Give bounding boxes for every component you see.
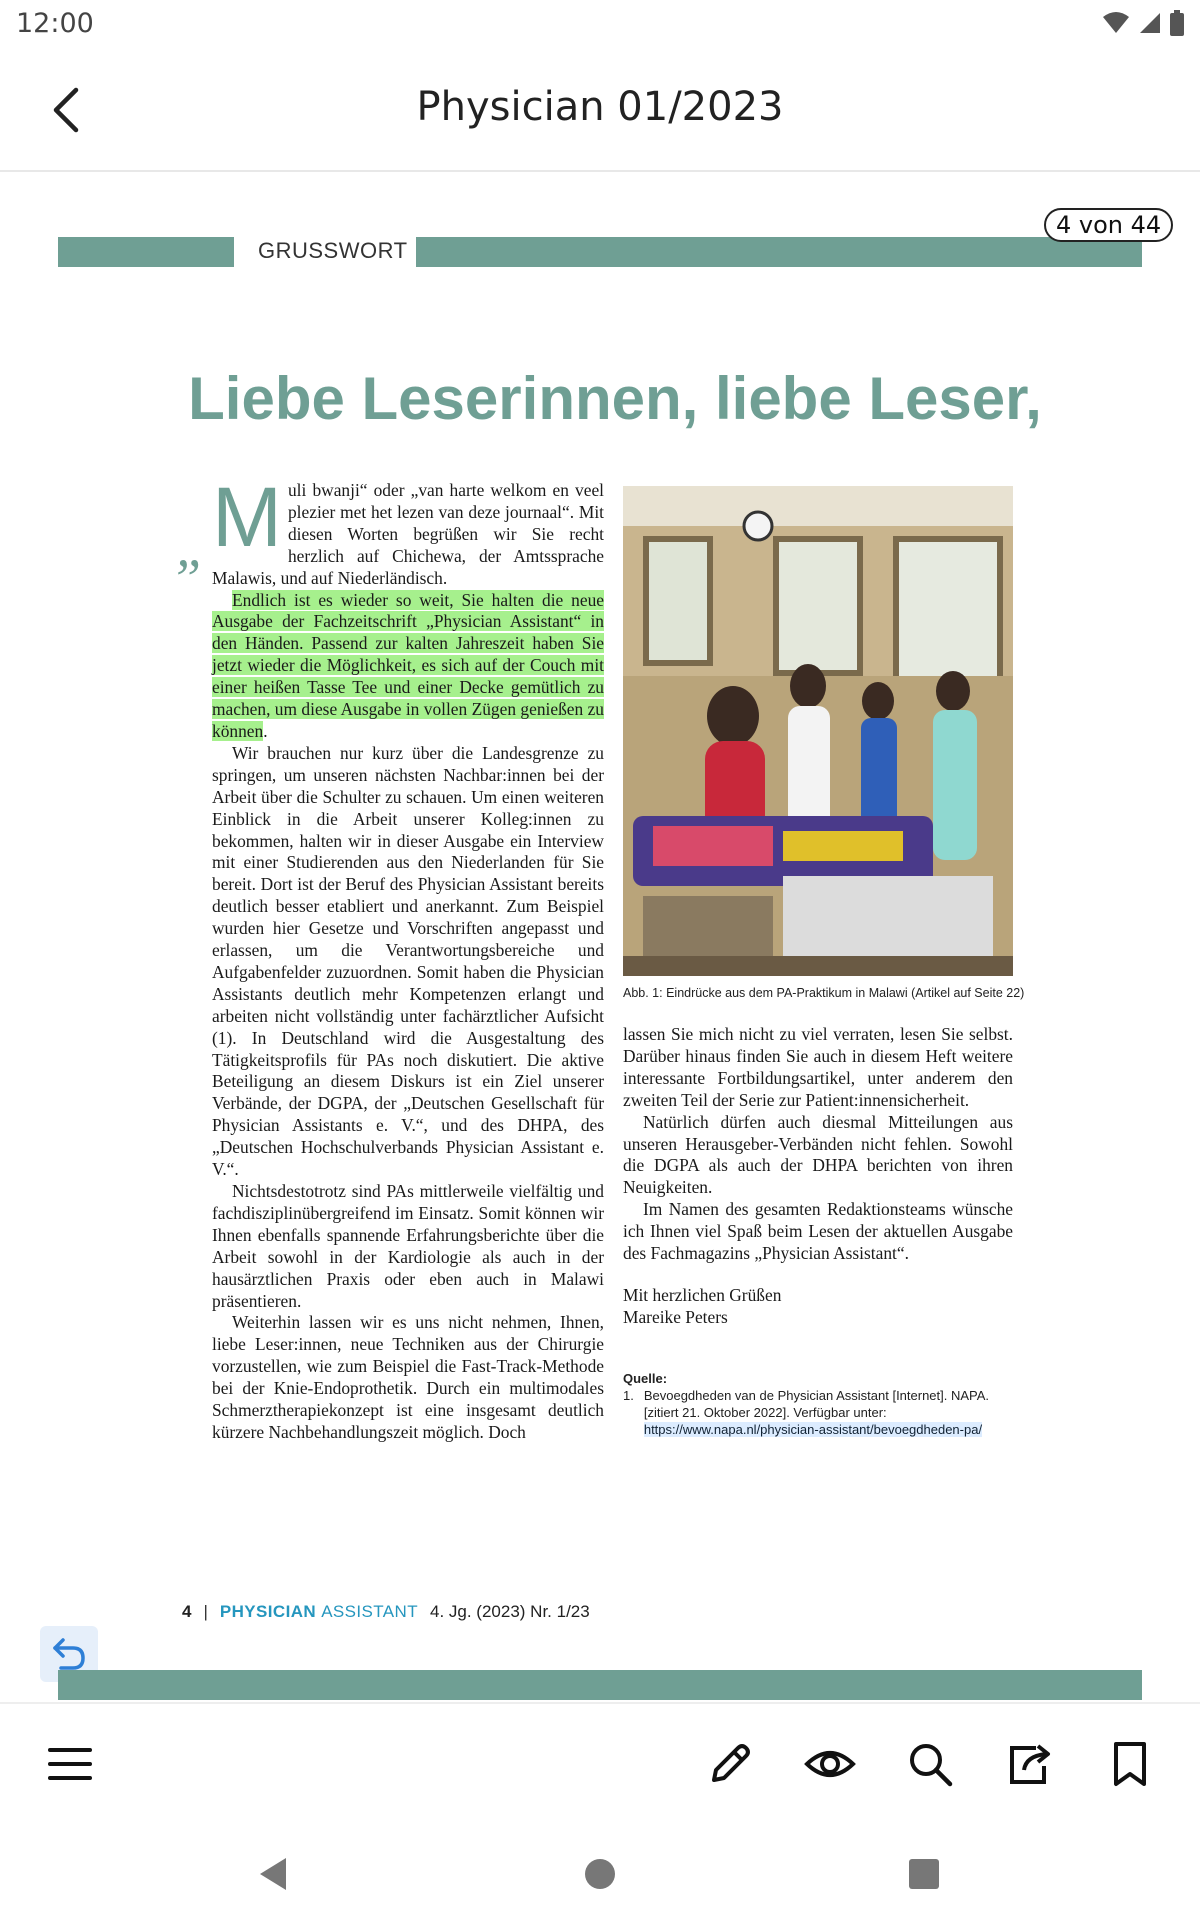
paragraph: lassen Sie mich nicht zu viel verraten, lesen Sie selbst. Darüber hinaus finden Sie auch in diesem Heft weitere interessante Fortbildungsartikel, unter anderem den zweiten Teil der Serie zur Patient:innensicherheit. bbox=[623, 1024, 1013, 1110]
hospital-ward-photo bbox=[623, 486, 1013, 976]
share-icon bbox=[1006, 1740, 1054, 1788]
wifi-icon bbox=[1102, 11, 1130, 35]
search-icon bbox=[906, 1740, 954, 1788]
header-band-left bbox=[58, 237, 234, 267]
page-counter: 4 von 44 bbox=[1044, 208, 1173, 242]
bookmark-icon bbox=[1110, 1740, 1150, 1788]
search-button[interactable] bbox=[900, 1734, 960, 1794]
article-photo bbox=[623, 486, 1013, 976]
pencil-icon bbox=[706, 1740, 754, 1788]
paragraph: Im Namen des gesamten Redaktionsteams wünsche ich Ihnen viel Spaß beim Lesen der aktuellen Ausgabe des Fachmagazins „Physician Assistant“. bbox=[623, 1199, 1013, 1264]
paragraph-text: uli bwanji“ oder „van harte welkom en veel plezier met het lezen van deze journaal“. Mit diesen Worten begrüßen wir Sie recht herzlich auf Chichewa, der Amtssprache Malawis, und auf Niederländisch. bbox=[212, 480, 604, 588]
footer-brand-bold: PHYSICIAN bbox=[219, 1602, 317, 1621]
status-bar bbox=[0, 0, 1200, 52]
app-title: Physician 01/2023 bbox=[416, 84, 784, 130]
paragraph: Wir brauchen nur kurz über die Landesgrenze zu springen, um unseren nächsten Nachbar:innen bei der Arbeit über die Schulter zu schauen. Um einen weiteren Einblick in die Arbeit unserer Kolleg:innen zu bekommen, halten wir in dieser Ausgabe ein Interview mit einer Studierenden aus den Niederlanden für Sie bereit. Dort ist der Beruf des Physician Assistant bereits deutlich besser etabliert und anerkannt. Zum Beispiel wurden hier Gesetze und Vorschriften angepasst und erlassen, um die Verantwortungsbereiche und Aufgabenfelder zuzuordnen. Somit haben die Physician Assistants deutlich mehr Kompetenzen erlangt und arbeiten nicht vollständig unter fachärztlicher Aufsicht (1). In Deutschland wird die Ausgestaltung des Tätigkeitsprofils für PAs noch diskutiert. Die aktive Beteiligung an diesem Diskurs ist ein Ziel unserer Verbände, der DGPA, der „Deutschen Gesellschaft für Physician Assistants e. V.“, und des DHPA, des „Deutschen Hochschulverbands Physician Assistant e. V.“. bbox=[212, 742, 604, 1180]
battery-icon bbox=[1170, 10, 1184, 36]
paragraph-text: . bbox=[263, 720, 268, 741]
signature: Mareike Peters bbox=[623, 1306, 728, 1327]
annotate-button[interactable] bbox=[700, 1734, 760, 1794]
share-button[interactable] bbox=[1000, 1734, 1060, 1794]
footer-band bbox=[58, 1670, 1142, 1700]
opening-quote-mark: „ bbox=[176, 517, 208, 579]
source-entry bbox=[644, 1387, 1023, 1438]
nav-back-icon bbox=[254, 1854, 294, 1894]
article-headline: Liebe Leserinnen, liebe Leser, bbox=[188, 365, 1042, 432]
highlighted-paragraph[interactable] bbox=[212, 590, 604, 743]
menu-icon bbox=[46, 1740, 94, 1788]
nav-back-button[interactable] bbox=[244, 1844, 304, 1904]
page-footer bbox=[182, 1602, 590, 1622]
nav-recents-button[interactable] bbox=[894, 1844, 954, 1904]
status-time: 12:00 bbox=[16, 8, 94, 39]
nav-recents-icon bbox=[906, 1856, 942, 1892]
source-text: Bevoegdheden van de Physician Assistant [Internet]. NAPA. [zitiert 21. Oktober 2022]. Verfügbar unter: bbox=[643, 1388, 990, 1420]
footer-separator: | bbox=[203, 1602, 208, 1621]
drop-cap: M bbox=[212, 470, 282, 564]
right-text-column bbox=[623, 1024, 1013, 1329]
footer-issue: 4. Jg. (2023) Nr. 1/23 bbox=[430, 1602, 590, 1621]
menu-button[interactable] bbox=[40, 1734, 100, 1794]
photo-caption: Abb. 1: Eindrücke aus dem PA-Praktikum in Malawi (Artikel auf Seite 22) bbox=[623, 986, 1025, 1000]
source-block bbox=[623, 1370, 1023, 1438]
undo-icon bbox=[49, 1634, 89, 1674]
greeting: Mit herzlichen Grüßen bbox=[623, 1284, 782, 1305]
app-bar bbox=[0, 52, 1200, 172]
eye-icon bbox=[804, 1740, 856, 1788]
source-link[interactable]: https://www.napa.nl/physician-assistant/bevoegdheden-pa/ bbox=[643, 1422, 983, 1437]
section-label: GRUSSWORT bbox=[258, 238, 408, 263]
paragraph bbox=[212, 470, 604, 590]
bottom-toolbar bbox=[0, 1702, 1200, 1830]
footer-page-number: 4 bbox=[182, 1602, 192, 1621]
text-highlight[interactable]: Endlich ist es wieder so weit, Sie halten die neue Ausgabe der Fachzeitschrift „Physician Assistant“ in den Händen. Passend zur kalten Jahreszeit haben Sie jetzt wieder die Möglichkeit, es sich auf der Couch mit einer heißen Tasse Tee und einer Decke gemütlich zu machen, um diese Ausgabe in vollen Zügen genießen zu können bbox=[212, 589, 604, 741]
view-mode-button[interactable] bbox=[800, 1734, 860, 1794]
bookmark-button[interactable] bbox=[1100, 1734, 1160, 1794]
header-band-right bbox=[416, 237, 1142, 267]
paragraph: Natürlich dürfen auch diesmal Mitteilungen aus unseren Herausgeber-Verbänden nicht fehlen. Sowohl die DGPA als auch der DHPA berichten von ihren Neuigkeiten. bbox=[623, 1111, 1013, 1198]
source-number: 1. bbox=[623, 1388, 634, 1403]
nav-home-icon bbox=[582, 1856, 618, 1892]
nav-home-button[interactable] bbox=[570, 1844, 630, 1904]
signal-icon bbox=[1138, 11, 1162, 35]
source-item bbox=[623, 1387, 1023, 1438]
document-page bbox=[0, 172, 1200, 1700]
paragraph: Nichtsdestotrotz sind PAs mittlerweile vielfältig und fachdisziplinübergreifend im Einsatz. Somit können wir Ihnen ebenfalls spannende Erfahrungsberichte über die Arbeit sowohl in der Kardiologie als auch in der hausärztlichen Praxis oder eben auch in Malawi präsentieren. bbox=[212, 1181, 604, 1311]
status-icons bbox=[1102, 10, 1184, 36]
system-nav-bar bbox=[0, 1828, 1200, 1920]
paragraph: Weiterhin lassen wir es uns nicht nehmen, Ihnen, liebe Leser:innen, neue Techniken aus der Chirurgie vorzustellen, wie zum Beispiel die Fast-Track-Methode bei der Knie-Endoprothetik. Durch ein multimodales Schmerztherapiekonzept ist eine insgesamt deutlich kürzere Nachbehandlungszeit möglich. Doch bbox=[212, 1312, 604, 1442]
source-title: Quelle: bbox=[623, 1371, 668, 1386]
footer-brand-light: ASSISTANT bbox=[321, 1602, 418, 1621]
left-text-column bbox=[212, 470, 604, 1444]
footer-brand bbox=[220, 1602, 418, 1622]
